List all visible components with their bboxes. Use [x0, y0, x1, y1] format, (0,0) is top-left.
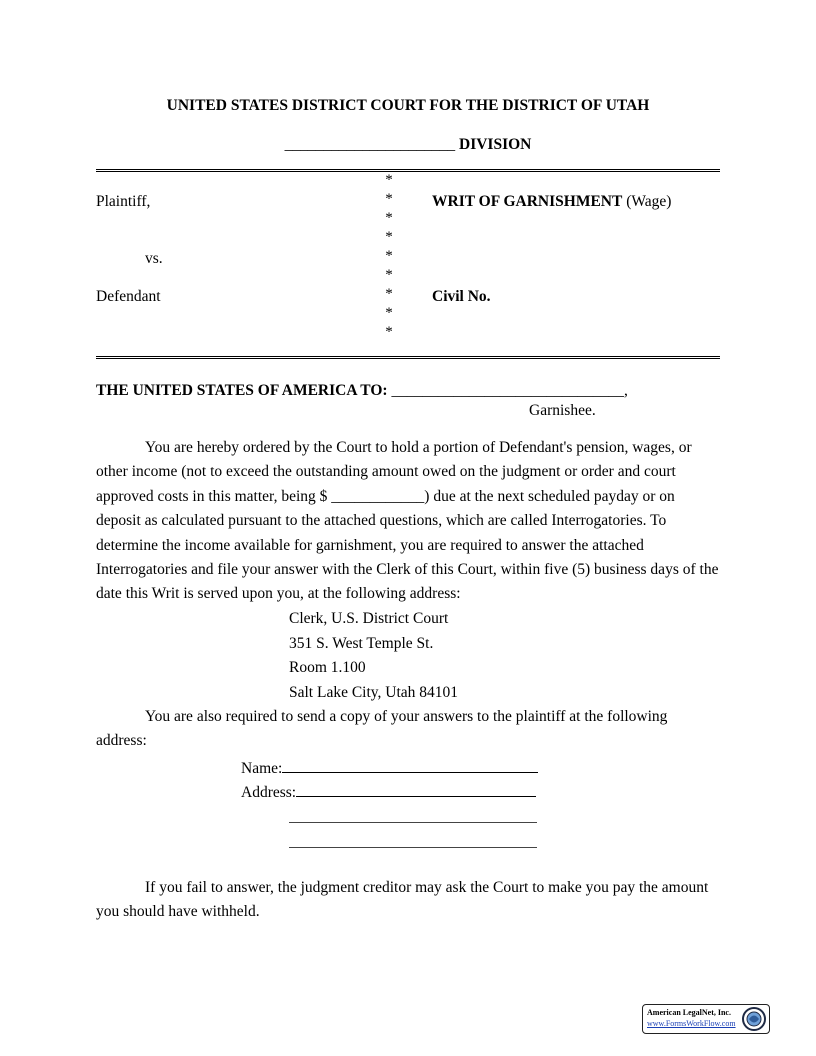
plaintiff-name-field[interactable]: [282, 758, 538, 773]
vs-label: vs.: [145, 250, 163, 267]
plaintiff-address-field-2[interactable]: [289, 822, 537, 823]
defendant-label: Defendant: [96, 288, 161, 305]
plaintiff-address-row: [241, 782, 536, 802]
caption-star: *: [385, 305, 393, 321]
caption-star: *: [385, 172, 393, 188]
logo-url[interactable]: www.FormsWorkFlow.com: [647, 1019, 736, 1028]
warning-paragraph: [96, 876, 720, 925]
warning-paragraph-text: If you fail to answer, the judgment creditor may ask the Court to make you pay the amount you should have withheld.: [96, 879, 709, 921]
order-paragraph: [96, 436, 720, 607]
caption-star: *: [385, 191, 393, 207]
plaintiff-label: Plaintiff,: [96, 193, 151, 210]
writ-title-suffix: (Wage): [626, 193, 672, 210]
globe-icon: [741, 1006, 767, 1032]
writ-title-bold: WRIT OF GARNISHMENT: [432, 193, 623, 210]
court-address-line: Room 1.100: [289, 659, 366, 676]
plaintiff-name-label: Name:: [241, 760, 283, 777]
plaintiff-name-row: [241, 758, 538, 778]
addressee-prefix: THE UNITED STATES OF AMERICA TO:: [96, 382, 388, 399]
order-paragraph-text: You are hereby ordered by the Court to hold a portion of Defendant's pension, wages, or other income (not to exceed the outstanding amount owed on the judgment or order and court approved costs in this matter, being $ ____________) due at the next scheduled payday or on deposit as calculated pursuant to the attached questions, which are called Interrogatories. To determine the income available for garnishment, you are required to answer the attached Interrogatories and file your answer with the Clerk of this Court, within five (5) business days of the date this Writ is served upon you, at the following address:: [96, 439, 719, 603]
court-address-line: Salt Lake City, Utah 84101: [289, 684, 459, 701]
court-title: UNITED STATES DISTRICT COURT FOR THE DISTRICT OF UTAH: [166, 97, 650, 114]
copy-paragraph: [96, 705, 720, 754]
top-double-rule: [96, 169, 720, 172]
division-line: [96, 136, 720, 154]
writ-title: [432, 193, 671, 211]
american-legalnet-logo[interactable]: [642, 1004, 770, 1034]
addressee-comma: ,: [623, 382, 628, 399]
plaintiff-address-label: Address:: [241, 784, 297, 801]
court-address-line: 351 S. West Temple St.: [289, 635, 434, 652]
plaintiff-address-field[interactable]: [296, 782, 536, 797]
addressee-line: [96, 382, 628, 400]
garnishee-label: Garnishee.: [529, 402, 596, 419]
bottom-double-rule: [96, 356, 720, 359]
plaintiff-address-field-3[interactable]: [289, 847, 537, 848]
division-blank[interactable]: ______________________: [284, 136, 456, 153]
caption-star: *: [385, 267, 393, 283]
court-address-line: Clerk, U.S. District Court: [289, 610, 449, 627]
caption-star: *: [385, 210, 393, 226]
caption-star: *: [385, 229, 393, 245]
copy-paragraph-text: You are also required to send a copy of your answers to the plaintiff at the following address:: [96, 708, 668, 750]
logo-company: American LegalNet, Inc.: [647, 1008, 731, 1017]
division-label: DIVISION: [459, 136, 532, 153]
caption-star: *: [385, 286, 393, 302]
caption-star: *: [385, 324, 393, 340]
garnishee-blank[interactable]: ______________________________: [391, 382, 624, 399]
civil-no-label: Civil No.: [432, 288, 491, 305]
caption-star: *: [385, 248, 393, 264]
